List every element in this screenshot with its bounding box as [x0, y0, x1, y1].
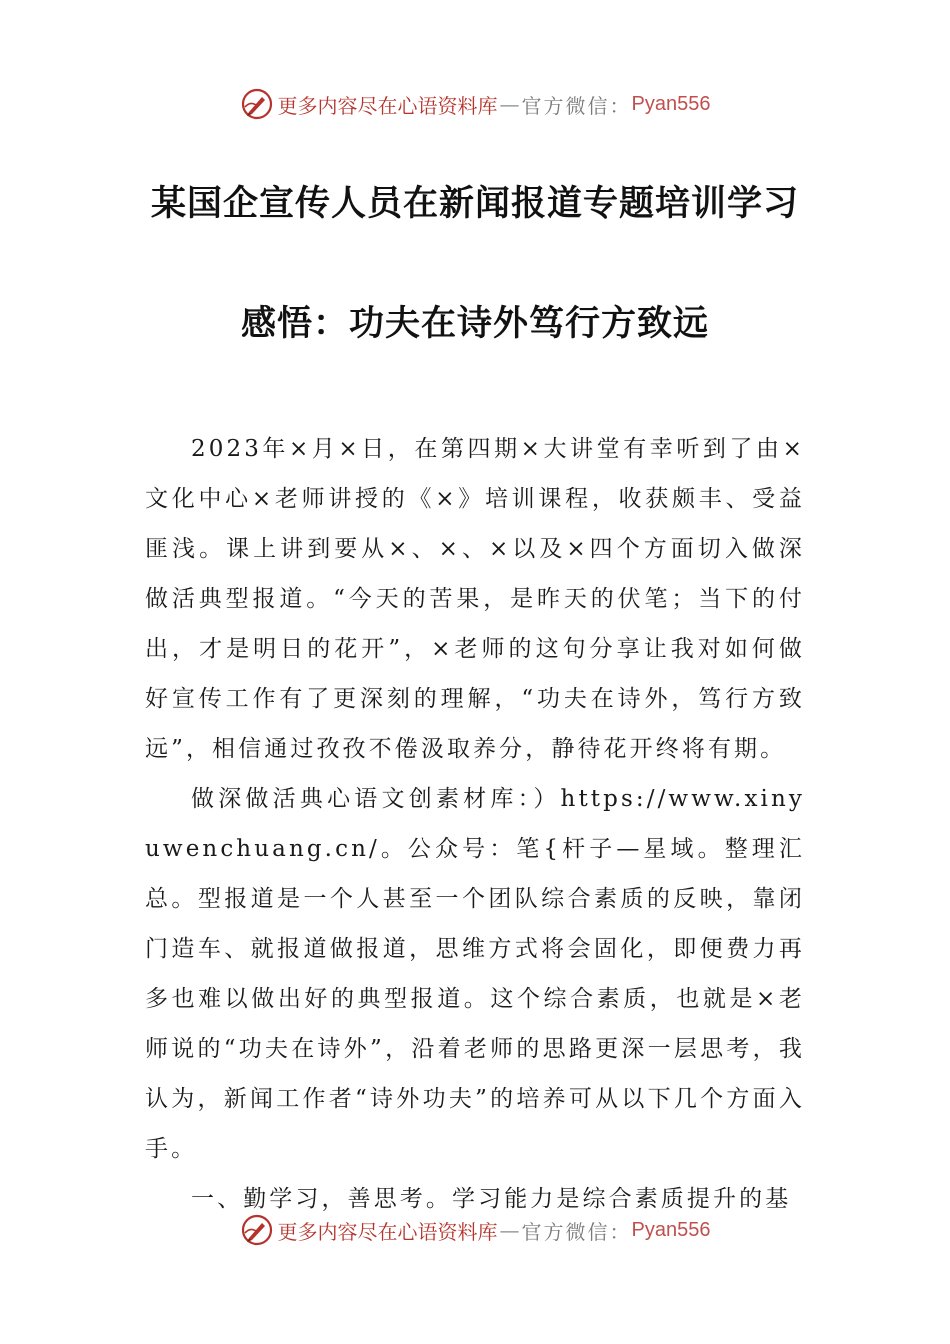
document-title-line-1: 某国企宣传人员在新闻报道专题培训学习 — [150, 184, 799, 224]
banner-dash: — — [499, 92, 520, 116]
banner-wechat-id: Pyan556 — [631, 92, 711, 115]
footer-banner — [0, 1208, 950, 1252]
pen-circle-logo-icon — [240, 87, 274, 121]
banner-wechat-id: Pyan556 — [631, 1218, 711, 1241]
banner-wechat-label: 官方微信： — [521, 1219, 632, 1244]
banner-site-text: 更多内容尽在心语资料库 — [277, 93, 498, 118]
banner-dash: — — [499, 1218, 520, 1242]
banner-wechat-label: 官方微信： — [521, 93, 632, 118]
document-body — [145, 424, 805, 1224]
body-paragraph-3: 一、勤学习，善思考。学习能力是综合素质提升的基 — [191, 1186, 792, 1212]
pen-circle-logo-icon — [240, 1213, 274, 1247]
header-banner — [0, 82, 950, 126]
body-paragraph-1: 2023年×月×日，在第四期×大讲堂有幸听到了由×文化中心×老师讲授的《×》培训课程，收获颇丰、受益匪浅。课上讲到要从×、×、×以及×四个方面切入做深做活典型报道。“今天的苦果，是昨天的伏笔；当下的付出，才是明日的花开”，×老师的这句分享让我对如何做好宣传工作有了更深刻的理解，“功夫在诗外，笃行方致远”，相信通过孜孜不倦汲取养分，静待花开终将有期。 — [145, 436, 805, 762]
document-title-line-2: 感悟：功夫在诗外笃行方致远 — [240, 304, 709, 344]
banner-site-text: 更多内容尽在心语资料库 — [277, 1219, 498, 1244]
body-paragraph-2: 做深做活典心语文创素材库：）https://www.xinyuwenchuang.cn/。公众号：笔{杆子—星域。整理汇总。型报道是一个人甚至一个团队综合素质的反映，靠闭门造车、就报道做报道，思维方式将会固化，即便费力再多也难以做出好的典型报道。这个综合素质，也就是×老师说的“功夫在诗外”，沿着老师的思路更深一层思考，我认为，新闻工作者“诗外功夫”的培养可从以下几个方面入手。 — [145, 786, 805, 1162]
